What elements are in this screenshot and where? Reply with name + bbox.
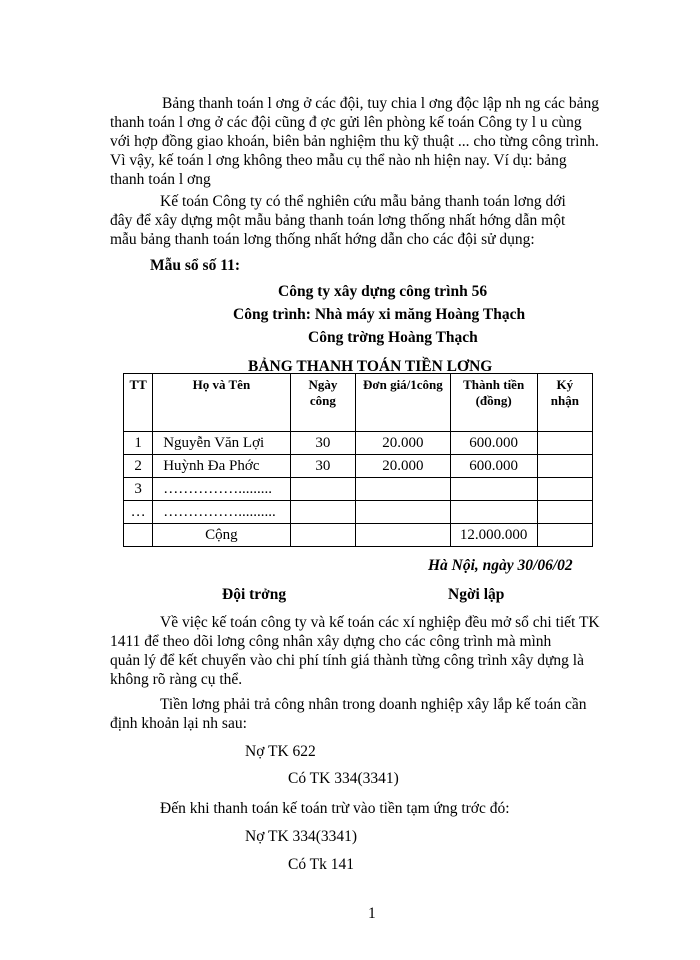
cell-name: Huỳnh Đa Phớc [153,455,290,478]
cell-name: …………….......... [153,501,290,524]
cell-days [290,501,356,524]
page-number: 1 [368,905,376,922]
cell-signature [537,478,592,501]
text-line: Bảng thanh toán l ơng ở các đội, tuy chia l ơng độc lập nh ng các bảng [162,95,599,112]
text-line: quản lý để kết chuyển vào chi phí tính giá thành từng công trình xây dựng là [110,652,584,669]
table-title: BẢNG THANH TOÁN TIỀN LƠNG [248,358,493,375]
text-line: định khoản lại nh sau: [110,715,247,732]
cell-unit-price: 20.000 [356,432,450,455]
entry1-debit: Nợ TK 622 [245,743,316,760]
cell-tt: … [124,501,153,524]
cell-empty [290,524,356,547]
payroll-table [123,373,593,547]
cell-days: 30 [290,455,356,478]
cell-unit-price: 20.000 [356,455,450,478]
table-row [124,478,593,501]
intro-paragraph-2 [110,192,628,249]
text-line: thanh toán l ơng [110,171,211,188]
cell-empty [537,524,592,547]
text-line: 1411 để theo dõi lơng công nhân xây dựng cho các công trình mà mình [110,633,552,650]
cell-unit-price [356,478,450,501]
cell-empty [356,524,450,547]
text-line: Kế toán Công ty có thể nghiên cứu mẫu bảng thanh toán lơng dới [160,193,566,210]
cell-signature [537,432,592,455]
table-row [124,432,593,455]
signature-right: Ngời lập [448,586,505,603]
cell-tt: 2 [124,455,153,478]
site-name: Công trờng Hoàng Thạch [308,329,478,346]
cell-name: Nguyễn Văn Lợi [153,432,290,455]
table-total-row [124,524,593,547]
body-paragraph-5: Đến khi thanh toán kế toán trừ vào tiền tạm ứng trớc đó: [160,800,510,817]
cell-empty [124,524,153,547]
cell-days [290,478,356,501]
cell-name: ……………......... [153,478,290,501]
text-line: Vì vậy, kế toán l ơng không theo mẫu cụ thể nào nh hiện nay. Ví dụ: bảng [110,152,567,169]
table-row [124,501,593,524]
cell-signature [537,455,592,478]
company-name: Công ty xây dựng công trình 56 [278,283,488,300]
cell-amount [450,501,537,524]
entry1-credit: Có TK 334(3341) [288,770,399,787]
text-line: với hợp đồng giao khoán, biên bản nghiệm thu kỹ thuật ... cho từng công trình. [110,133,599,150]
form-label: Mẫu sổ số 11: [150,257,240,274]
total-value: 12.000.000 [450,524,537,547]
cell-tt: 1 [124,432,153,455]
entry2-debit: Nợ TK 334(3341) [245,828,358,845]
cell-signature [537,501,592,524]
header-name: Họ và Tên [153,374,290,432]
cell-days: 30 [290,432,356,455]
signature-left: Đội trởng [222,586,287,603]
header-tt: TT [124,374,153,432]
body-paragraph-4 [110,695,628,733]
table-row [124,455,593,478]
cell-unit-price [356,501,450,524]
table-header-row [124,374,593,432]
text-line: đây để xây dựng một mẫu bảng thanh toán lơng thống nhất hớng dẫn một [110,212,566,229]
cell-amount [450,478,537,501]
text-line: Tiền lơng phải trả công nhân trong doanh nghiệp xây lắp kế toán cần [160,696,587,713]
text-line: mẫu bảng thanh toán lơng thống nhất hớng dẫn cho các đội sử dụng: [110,231,535,248]
body-paragraph-3 [110,613,628,689]
cell-amount: 600.000 [450,455,537,478]
header-amount: Thành tiền (đồng) [450,374,537,432]
total-label: Cộng [153,524,290,547]
intro-paragraph-1 [110,94,628,189]
text-line: thanh toán l ơng ở các đội cũng đ ợc gửi lên phòng kế toán Công ty l u cùng [110,114,582,131]
text-line: không rõ ràng cụ thể. [110,671,243,688]
project-name: Công trình: Nhà máy xi măng Hoàng Thạch [233,306,526,323]
cell-amount: 600.000 [450,432,537,455]
header-signature: Ký nhận [537,374,592,432]
cell-tt: 3 [124,478,153,501]
text-line: Về việc kế toán công ty và kế toán các xí nghiệp đều mở sổ chi tiết TK [160,614,600,631]
entry2-credit: Có Tk 141 [288,856,355,873]
header-unit-price: Đơn giá/1công [356,374,450,432]
place-date: Hà Nội, ngày 30/06/02 [428,557,573,574]
header-days: Ngày công [290,374,356,432]
